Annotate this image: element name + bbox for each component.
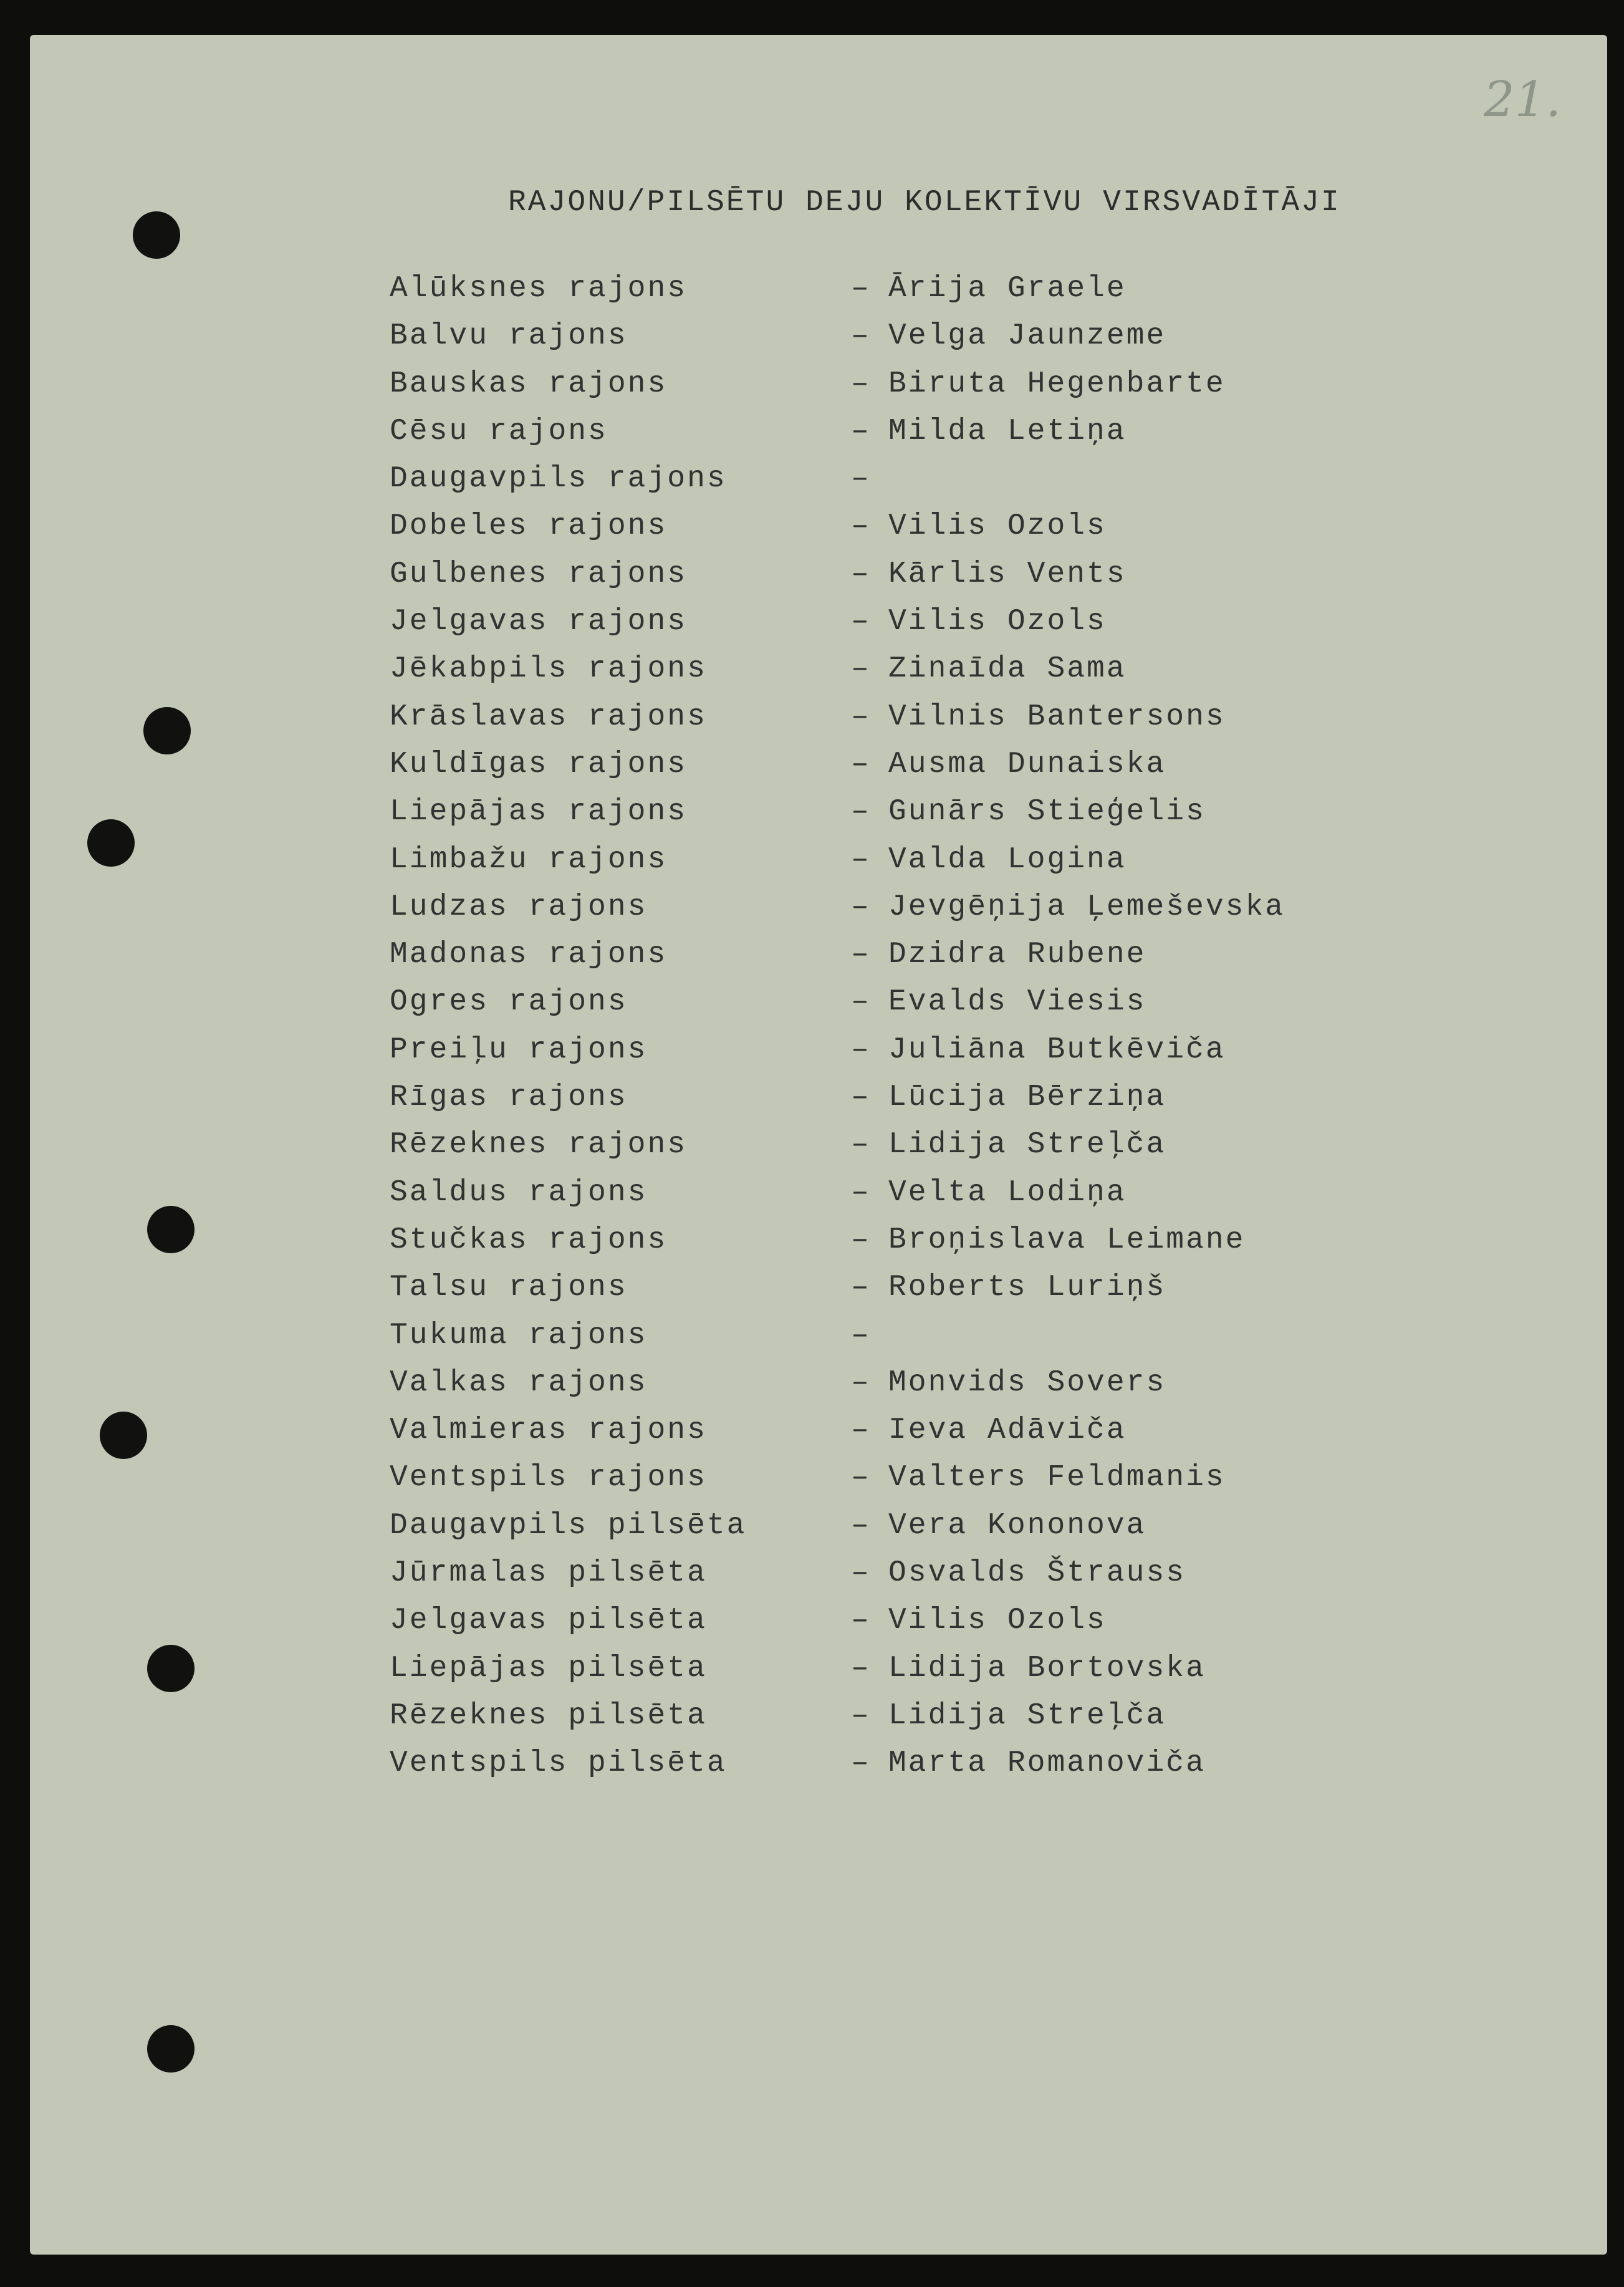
leader-name: Monvids Sovers [888, 1365, 1166, 1400]
punch-hole [143, 707, 191, 754]
district-name: Dobeles rajons [390, 509, 668, 544]
leader-name: Ārija Graele [888, 272, 1127, 306]
dash-separator: – [851, 1413, 871, 1448]
dash-separator: – [851, 1175, 871, 1210]
district-name: Bauskas rajons [390, 367, 668, 401]
leader-name: Zinaīda Sama [888, 652, 1127, 686]
leader-name: Osvalds Štrauss [888, 1556, 1186, 1591]
leader-name: Lidija Streļča [888, 1698, 1166, 1733]
leader-name: Valters Feldmanis [888, 1461, 1226, 1495]
dash-separator: – [851, 1651, 871, 1685]
leader-name: Biruta Hegenbarte [888, 367, 1226, 401]
district-name: Tukuma rajons [390, 1318, 648, 1352]
district-name: Ogres rajons [390, 985, 628, 1019]
punch-hole [100, 1412, 147, 1459]
district-name: Kuldīgas rajons [390, 747, 688, 781]
district-name: Rēzeknes pilsēta [390, 1698, 707, 1733]
punch-hole [87, 819, 135, 867]
dash-separator: – [851, 1461, 871, 1495]
district-name: Daugavpils rajons [390, 462, 727, 496]
leader-name: Lidija Bortovska [888, 1651, 1206, 1685]
dash-separator: – [851, 1604, 871, 1638]
dash-separator: – [851, 367, 871, 401]
dash-separator: – [851, 1318, 871, 1352]
document-page [30, 35, 1607, 2255]
dash-separator: – [851, 1128, 871, 1162]
district-name: Jelgavas rajons [390, 605, 688, 639]
dash-separator: – [851, 1271, 871, 1305]
district-name: Balvu rajons [390, 319, 628, 354]
page-number: 21. [1484, 72, 1562, 128]
dash-separator: – [851, 890, 871, 924]
leader-name: Velga Jaunzeme [888, 319, 1166, 354]
district-name: Liepājas rajons [390, 795, 688, 829]
dash-separator: – [851, 1698, 871, 1733]
dash-separator: – [851, 985, 871, 1019]
district-name: Daugavpils pilsēta [390, 1508, 747, 1543]
leader-name: Milda Letiņa [888, 414, 1127, 448]
district-name: Stučkas rajons [390, 1223, 668, 1257]
district-name: Limbažu rajons [390, 842, 668, 877]
leader-name: Juliāna Butkēviča [888, 1033, 1226, 1067]
district-name: Valmieras rajons [390, 1413, 707, 1448]
dash-separator: – [851, 652, 871, 686]
district-name: Talsu rajons [390, 1271, 628, 1305]
leader-name: Vera Kononova [888, 1508, 1146, 1543]
district-name: Liepājas pilsēta [390, 1651, 707, 1685]
district-name: Gulbenes rajons [390, 557, 688, 591]
district-name: Alūksnes rajons [390, 272, 688, 306]
dash-separator: – [851, 462, 871, 496]
dash-separator: – [851, 1556, 871, 1591]
dash-separator: – [851, 557, 871, 591]
dash-separator: – [851, 1033, 871, 1067]
leader-name: Lidija Streļča [888, 1128, 1166, 1162]
district-name: Rēzeknes rajons [390, 1128, 688, 1162]
leader-name: Ausma Dunaiska [888, 747, 1166, 781]
district-name: Ventspils rajons [390, 1461, 707, 1495]
dash-separator: – [851, 938, 871, 972]
leader-name: Lūcija Bērziņa [888, 1081, 1166, 1115]
district-name: Rīgas rajons [390, 1081, 628, 1115]
punch-hole [133, 211, 180, 259]
dash-separator: – [851, 747, 871, 781]
leader-name: Vilnis Bantersons [888, 700, 1226, 734]
leader-name: Vilis Ozols [888, 605, 1107, 639]
district-name: Ludzas rajons [390, 890, 648, 924]
dash-separator: – [851, 1746, 871, 1781]
leader-name: Jevgēņija Ļemeševska [888, 890, 1285, 924]
leader-name: Kārlis Vents [888, 557, 1127, 591]
district-name: Ventspils pilsēta [390, 1746, 727, 1781]
leader-name: Broņislava Leimane [888, 1223, 1246, 1257]
dash-separator: – [851, 414, 871, 448]
district-name: Saldus rajons [390, 1175, 648, 1210]
district-name: Valkas rajons [390, 1365, 648, 1400]
leader-name: Ieva Adāviča [888, 1413, 1127, 1448]
leader-name: Marta Romanoviča [888, 1746, 1206, 1781]
dash-separator: – [851, 795, 871, 829]
dash-separator: – [851, 272, 871, 306]
dash-separator: – [851, 1508, 871, 1543]
leader-name: Dzidra Rubene [888, 938, 1146, 972]
leader-name: Roberts Luriņš [888, 1271, 1166, 1305]
leader-name: Velta Lodiņa [888, 1175, 1127, 1210]
dash-separator: – [851, 319, 871, 354]
dash-separator: – [851, 700, 871, 734]
punch-hole [147, 1645, 195, 1692]
punch-hole [147, 2025, 195, 2073]
leader-name: Gunārs Stieģelis [888, 795, 1206, 829]
dash-separator: – [851, 1365, 871, 1400]
document-title: RAJONU/PILSĒTU DEJU KOLEKTĪVU VIRSVADĪTĀJI [508, 186, 1341, 219]
punch-hole [147, 1206, 195, 1253]
district-name: Cēsu rajons [390, 414, 608, 448]
leader-name: Vilis Ozols [888, 509, 1107, 544]
dash-separator: – [851, 605, 871, 639]
district-name: Jelgavas pilsēta [390, 1604, 707, 1638]
dash-separator: – [851, 1081, 871, 1115]
district-name: Preiļu rajons [390, 1033, 648, 1067]
dash-separator: – [851, 509, 871, 544]
dash-separator: – [851, 842, 871, 877]
leader-name: Valda Logina [888, 842, 1127, 877]
district-name: Jēkabpils rajons [390, 652, 707, 686]
district-name: Madonas rajons [390, 938, 668, 972]
district-name: Krāslavas rajons [390, 700, 707, 734]
leader-name: Vilis Ozols [888, 1604, 1107, 1638]
dash-separator: – [851, 1223, 871, 1257]
leader-name: Evalds Viesis [888, 985, 1146, 1019]
district-name: Jūrmalas pilsēta [390, 1556, 707, 1591]
